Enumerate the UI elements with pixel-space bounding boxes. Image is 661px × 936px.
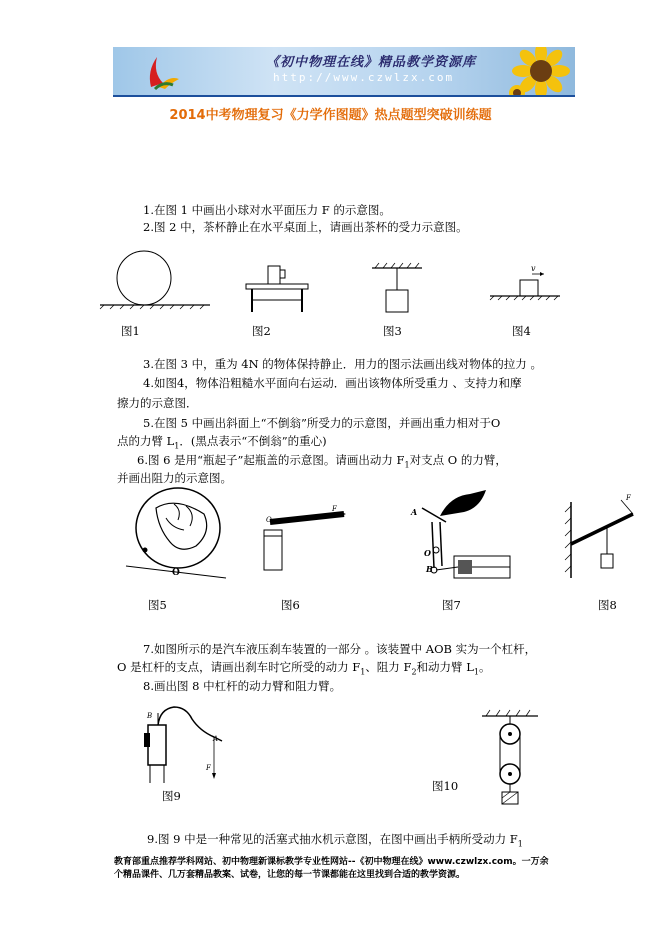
- figure-7-caption: 图7: [442, 598, 461, 612]
- figure-3-caption: 图3: [383, 324, 402, 338]
- figure-1-caption: 图1: [121, 324, 140, 338]
- figure-1: [100, 252, 210, 308]
- page-title: 2014中考物理复习《力学作图题》热点题型突破训练题: [169, 108, 492, 123]
- question-1: 1.在图 1 中画出小球对水平面压力 F 的示意图。: [143, 203, 391, 217]
- figure-7-b-label: B: [426, 564, 433, 574]
- question-4-cont: 擦力的示意图．: [117, 396, 198, 410]
- question-8: 8.画出图 8 中杠杆的动力臂和阻力臂。: [143, 679, 342, 693]
- logo-icon: [143, 53, 183, 91]
- figure-4: [490, 266, 560, 306]
- question-9: 9.图 9 中是一种常见的活塞式抽水机示意图，在图中画出手柄所受动力 $F_1$: [147, 832, 523, 849]
- figure-9: [130, 703, 234, 783]
- question-4: 4.如图4，物体沿粗糙水平面向右运动．画出该物体所受重力 、支持力和摩: [143, 376, 522, 390]
- question-7-cont: O 是杠杆的支点，请画出刹车时它所受的动力 $F_1$、阻力 $F_2$和动力臂 $L_1$。: [117, 660, 491, 677]
- figure-9-a-label: A: [213, 735, 219, 743]
- figure-6: [258, 506, 358, 574]
- question-6: 6.图 6 是用“瓶起子”起瓶盖的示意图。请画出动力 $F_1$对支点 O 的力臂，: [137, 453, 507, 470]
- figure-7-a-label: A: [411, 507, 418, 517]
- question-5: 5.在图 5 中画出斜面上“不倒翁”所受力的示意图，并画出重力相对于O: [143, 416, 501, 430]
- figure-6-o-label: O: [266, 516, 272, 524]
- banner-title: 《初中物理在线》精品教学资源库: [265, 55, 476, 70]
- figure-5: [126, 488, 226, 580]
- velocity-label: v: [531, 264, 536, 273]
- question-2: 2.图 2 中，茶杯静止在水平桌面上，请画出茶杯的受力示意图。: [143, 220, 468, 234]
- figure-6-caption: 图6: [281, 598, 300, 612]
- question-5-cont: 点的力臂 $L_1$．(黑点表示“不倒翁”的重心): [117, 434, 327, 451]
- figure-8-f-label: F: [626, 494, 631, 502]
- figure-2-caption: 图2: [252, 324, 271, 338]
- question-6-cont: 并画出阻力的示意图。: [117, 471, 232, 485]
- figure-10: [480, 708, 540, 808]
- figure-10-caption: 图10: [432, 779, 459, 793]
- banner-url[interactable]: http://www.czwlzx.com: [273, 71, 455, 84]
- figure-8: [563, 492, 643, 580]
- question-7: 7.如图所示的是汽车液压刹车装置的一部分 。该装置中 AOB 实为一个杠杆，: [143, 642, 537, 656]
- figure-4-caption: 图4: [512, 324, 531, 338]
- footer: [114, 856, 584, 882]
- question-3: 3.在图 3 中，重为 4N 的物体保持静止．用力的图示法画出线对物体的拉力 。: [143, 357, 542, 371]
- figure-8-caption: 图8: [598, 598, 617, 612]
- figure-9-caption: 图9: [162, 789, 181, 803]
- sunflower-icon: [505, 47, 575, 97]
- footer-line-1: 教育部重点推荐学科网站、初中物理新课标教学专业性网站--《初中物理在线》www.czwlzx.com。一万余: [114, 857, 549, 867]
- figure-9-b-label: B: [147, 712, 153, 720]
- figure-7-o-label: O: [424, 548, 431, 558]
- figure-3: [372, 262, 422, 314]
- figure-5-o-label: O: [172, 568, 180, 578]
- figure-9-f-label: F: [206, 764, 211, 772]
- figure-5-caption: 图5: [148, 598, 167, 612]
- header-banner: [113, 47, 575, 97]
- footer-line-2: 个精品课件、几万套精品教案、试卷，让您的每一节课都能在这里找到合适的教学资源。: [114, 870, 466, 880]
- figure-2: [246, 264, 308, 314]
- figure-6-f-label: F: [332, 505, 337, 513]
